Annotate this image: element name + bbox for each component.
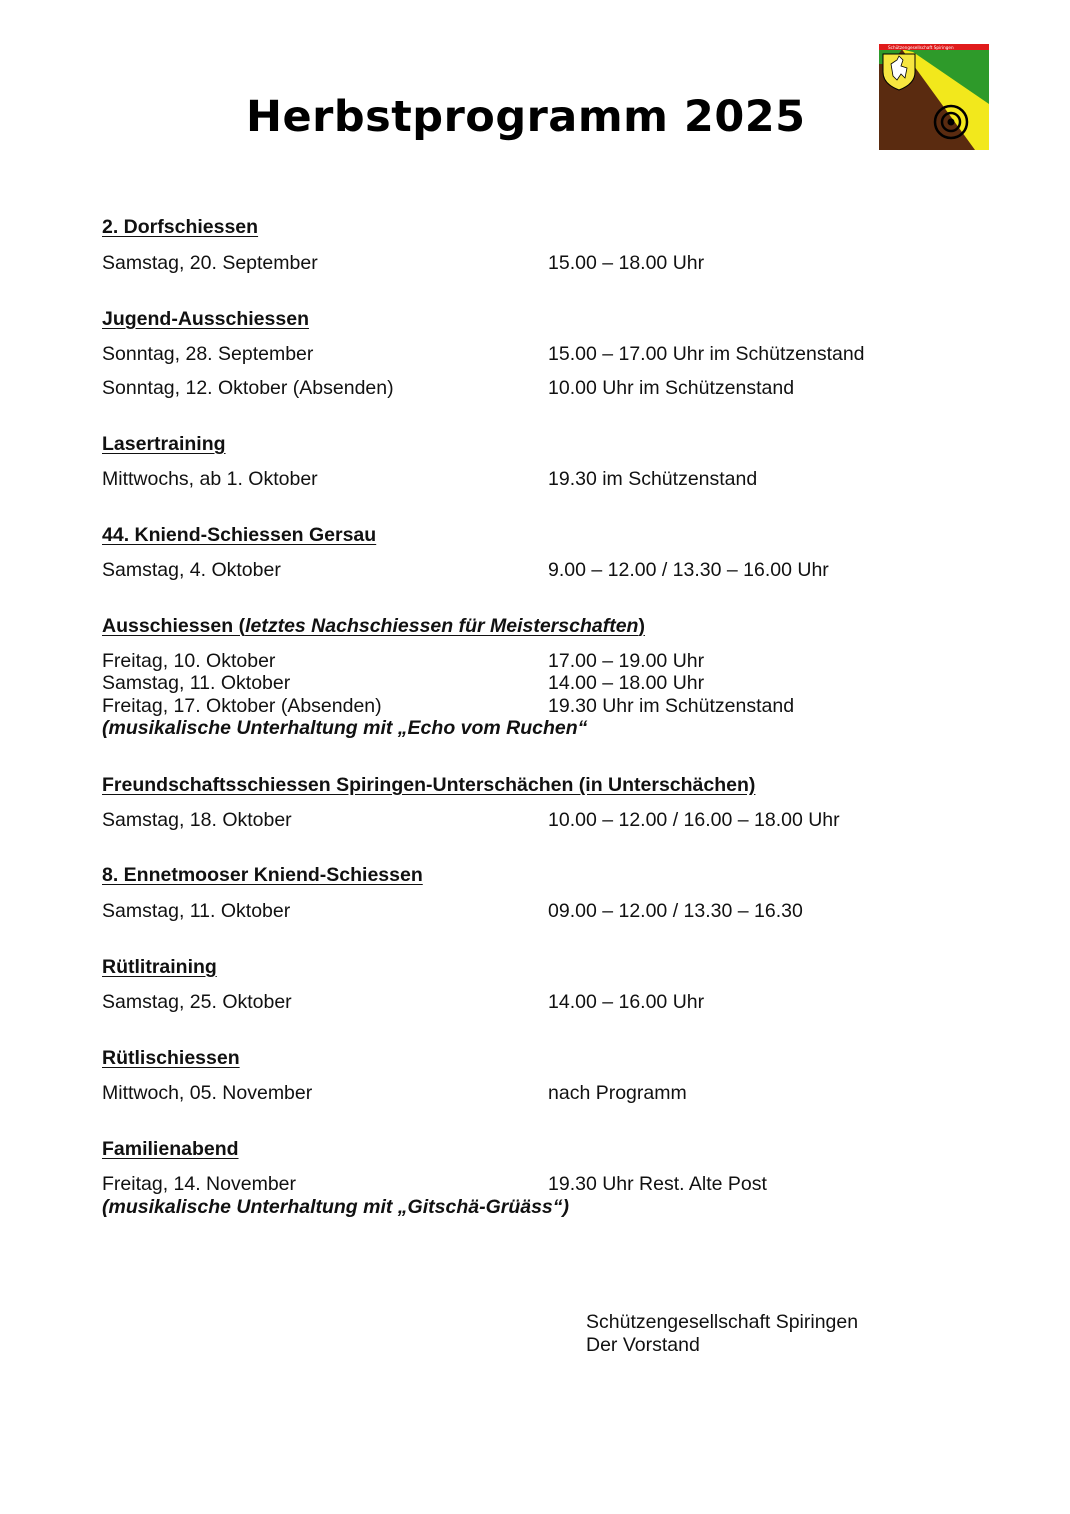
row-time: 19.30 Uhr im Schützenstand (548, 695, 795, 717)
row-date: Samstag, 4. Oktober (102, 559, 281, 581)
row-date: Freitag, 14. November (102, 1173, 297, 1195)
row-date: Mittwochs, ab 1. Oktober (102, 468, 318, 490)
row-date: Samstag, 25. Oktober (102, 991, 292, 1013)
row-time: 14.00 – 18.00 Uhr (548, 672, 705, 694)
row-time: 19.30 im Schützenstand (548, 468, 758, 490)
row-date: Samstag, 20. September (102, 252, 318, 274)
row-time: nach Programm (548, 1082, 687, 1104)
row-date: Samstag, 11. Oktober (102, 900, 291, 922)
page-title: Herbstprogramm 2025 (246, 92, 806, 142)
section-heading-ruetlitraining: Rütlitraining (102, 956, 217, 978)
target-center (948, 119, 955, 126)
logo-banner-text: Schützengesellschaft Spiringen (888, 45, 954, 50)
schedule-row (102, 559, 962, 583)
schedule-row (102, 377, 962, 401)
heading-italic-text: letztes Nachschiessen für Meisterschaften (245, 615, 639, 637)
section-heading-lasertraining: Lasertraining (102, 433, 226, 455)
signature-board: Der Vorstand (586, 1334, 700, 1356)
row-time: 10.00 – 12.00 / 16.00 – 18.00 Uhr (548, 809, 840, 831)
row-date: Freitag, 17. Oktober (Absenden) (102, 695, 382, 717)
section-heading-freundschaftsschiessen: Freundschaftsschiessen Spiringen-Unterschächen (in Unterschächen) (102, 774, 756, 796)
club-logo (879, 44, 989, 150)
row-date: Sonntag, 12. Oktober (Absenden) (102, 377, 394, 399)
schedule-row (102, 650, 962, 674)
schedule-row (102, 809, 962, 833)
row-time: 14.00 – 16.00 Uhr (548, 991, 705, 1013)
row-time: 9.00 – 12.00 / 13.30 – 16.00 Uhr (548, 559, 829, 581)
row-date: Freitag, 10. Oktober (102, 650, 276, 672)
row-time: 17.00 – 19.00 Uhr (548, 650, 705, 672)
section-heading-kniend-gersau: 44. Kniend-Schiessen Gersau (102, 524, 377, 546)
section-heading-dorfschiessen: 2. Dorfschiessen (102, 216, 259, 238)
schedule-row (102, 468, 962, 492)
schedule-row (102, 672, 962, 696)
schedule-row (102, 1082, 962, 1106)
heading-suffix: ) (638, 615, 645, 637)
schedule-row (102, 991, 962, 1015)
schedule-row (102, 343, 962, 367)
section-heading-ennetmooser: 8. Ennetmooser Kniend-Schiessen (102, 864, 423, 886)
heading-text: Ausschiessen ( (102, 615, 246, 637)
schedule-row (102, 1173, 962, 1197)
section-heading-ruetlischiessen: Rütlischiessen (102, 1047, 240, 1069)
row-date: Mittwoch, 05. November (102, 1082, 313, 1104)
row-time: 10.00 Uhr im Schützenstand (548, 377, 795, 399)
row-date: Samstag, 11. Oktober (102, 672, 291, 694)
section-heading-familienabend: Familienabend (102, 1138, 239, 1160)
section-note: (musikalische Unterhaltung mit „Echo vom Ruchen“ (102, 717, 588, 739)
row-time: 09.00 – 12.00 / 13.30 – 16.30 (548, 900, 803, 922)
section-heading-jugend: Jugend-Ausschiessen (102, 308, 309, 330)
schedule-row (102, 695, 962, 719)
row-date: Sonntag, 28. September (102, 343, 314, 365)
row-time: 19.30 Uhr Rest. Alte Post (548, 1173, 767, 1195)
section-heading-ausschiessen (102, 615, 645, 638)
schedule-row (102, 252, 962, 276)
row-time: 15.00 – 18.00 Uhr (548, 252, 705, 274)
row-date: Samstag, 18. Oktober (102, 809, 292, 831)
section-note: (musikalische Unterhaltung mit „Gitschä-Grüäss“) (102, 1196, 570, 1218)
signature-organization: Schützengesellschaft Spiringen (586, 1311, 859, 1333)
schedule-row (102, 900, 962, 924)
row-time: 15.00 – 17.00 Uhr im Schützenstand (548, 343, 865, 365)
